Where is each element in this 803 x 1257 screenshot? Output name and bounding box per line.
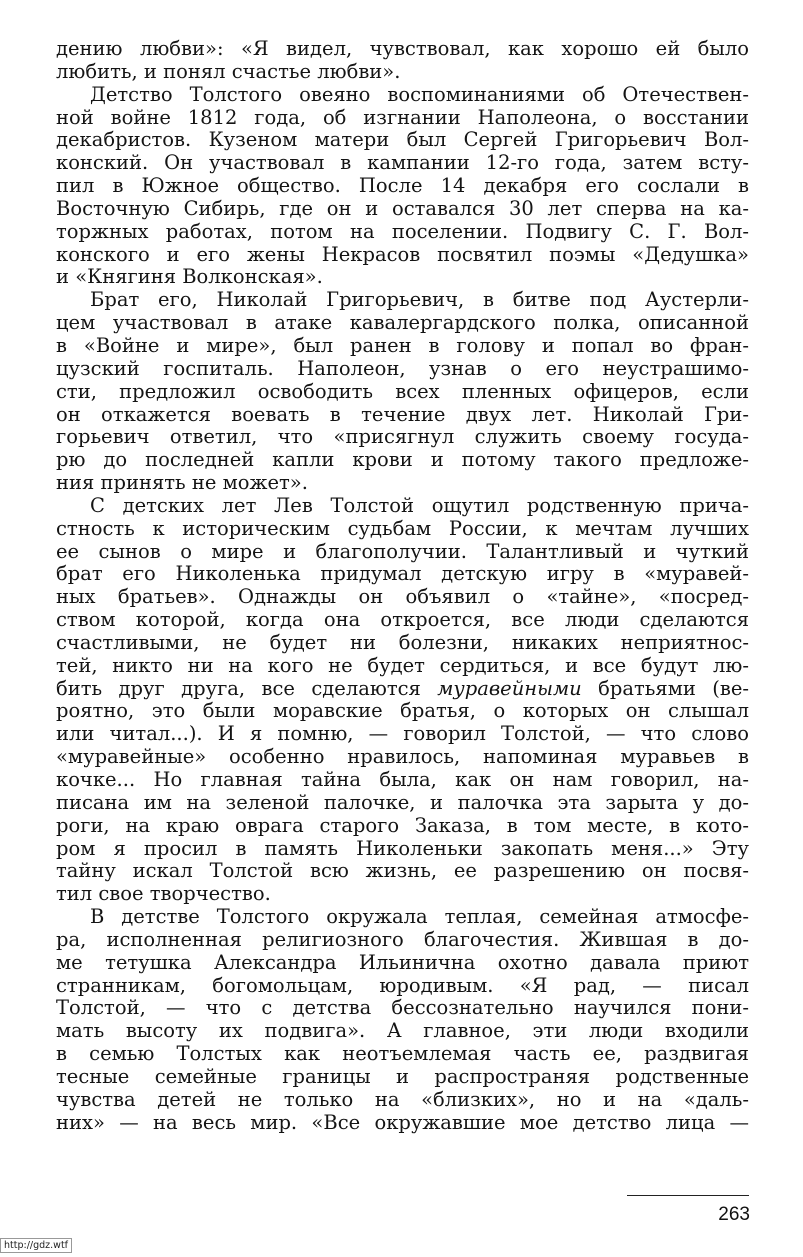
text-line xyxy=(56,678,749,701)
text-line: ее сынов о мире и благополучии. Талантливый и чуткий xyxy=(56,539,749,563)
text-line: сти, предложил освободить всех пленных офицеров, если xyxy=(56,379,749,403)
text-line: Детство Толстого овеяно воспоминаниями об Отечествен- xyxy=(90,82,749,106)
text-line: цузский госпиталь. Наполеон, узнав о его неустрашимо- xyxy=(56,356,749,380)
page-number: 263 xyxy=(718,1204,750,1225)
text-line: В детстве Толстого окружала теплая, семейная атмосфе- xyxy=(90,905,749,929)
italic-word: муравейными xyxy=(437,676,582,700)
text-line: «муравейные» особенно нравилось, напоминая муравьев в xyxy=(56,745,749,769)
text-line: ром я просил в память Николеньки закопать меня...» Эту xyxy=(56,836,749,860)
text-line: тайну искал Толстой всю жизнь, ее разрешению он посвя- xyxy=(56,859,749,883)
text-line: С детских лет Лев Толстой ощутил родственную прича- xyxy=(90,493,749,517)
text-segment: бить друг друга, все сделаются xyxy=(56,676,438,700)
text-line: он откажется воевать в течение двух лет. Николай Гри- xyxy=(56,402,749,426)
text-line: чувства детей не только на «близких», но и на «даль- xyxy=(56,1087,749,1111)
text-line: конского и его жены Некрасов посвятил поэмы «Дедушка» xyxy=(56,242,749,266)
page-text xyxy=(56,38,749,1135)
text-line: ной войне 1812 года, об изгнании Наполеона, о восстании xyxy=(56,105,749,129)
text-line: ных братьев». Однажды он объявил о «тайне», «посред- xyxy=(56,585,749,609)
paragraph xyxy=(56,38,749,84)
paragraph xyxy=(56,906,749,1134)
watermark-link[interactable]: http://gdz.wtf xyxy=(0,1238,72,1253)
text-line: или читал...). И я помню, — говорил Толстой, — что слово xyxy=(56,722,749,746)
paragraph xyxy=(56,495,749,906)
text-line: ра, исполненная религиозного благочестия. Жившая в до- xyxy=(56,927,749,951)
text-line: них» — на весь мир. «Все окружавшие мое детство лица — xyxy=(56,1110,749,1134)
text-segment: братьями (ве- xyxy=(581,676,749,700)
text-line: мать высоту их подвига». А главное, эти люди входили xyxy=(56,1019,749,1043)
text-line: торжных работах, потом на поселении. Подвигу С. Г. Вол- xyxy=(56,219,749,243)
text-line: в «Войне и мире», был ранен в голову и попал во фран- xyxy=(56,333,749,357)
text-line: Восточную Сибирь, где он и оставался 30 лет сперва на ка- xyxy=(56,196,749,220)
text-line: кочке... Но главная тайна была, как он нам говорил, на- xyxy=(56,768,749,791)
text-line: ния принять не может». xyxy=(56,471,308,495)
text-line: и «Княгиня Волконская». xyxy=(56,265,323,289)
text-line: дению любви»: «Я видел, чувствовал, как хорошо ей было xyxy=(56,37,749,60)
text-line: роятно, это были моравские братья, о которых он слышал xyxy=(56,699,749,723)
text-line: тесные семейные границы и распространяя родственные xyxy=(56,1064,749,1088)
text-line: тей, никто ни на кого не будет сердиться, и все будут лю- xyxy=(56,653,749,677)
text-line: цем участвовал в атаке кавалергардского полка, описанной xyxy=(56,311,749,335)
text-line: роги, на краю оврага старого Заказа, в том месте, в кото- xyxy=(56,813,749,837)
text-line: конский. Он участвовал в кампании 12-го года, затем всту- xyxy=(56,151,749,175)
text-line: Толстой, — что с детства бессознательно научился пони- xyxy=(56,996,749,1020)
text-line: рю до последней капли крови и потому такого предложе- xyxy=(56,448,749,472)
text-line: стность к историческим судьбам России, к мечтам лучших xyxy=(56,516,749,540)
text-line: брат его Николенька придумал детскую игру в «муравей- xyxy=(56,562,749,586)
paragraph xyxy=(56,84,749,290)
text-line: декабристов. Кузеном матери был Сергей Григорьевич Вол- xyxy=(56,128,749,152)
text-line: писана им на зеленой палочке, и палочка эта зарыта у до- xyxy=(56,790,749,814)
text-line: в семью Толстых как неотъемлемая часть ее, раздвигая xyxy=(56,1042,749,1066)
text-line: любить, и понял счастье любви». xyxy=(56,59,401,83)
text-line: счастливыми, не будет ни болезни, никаких неприятнос- xyxy=(56,630,749,654)
text-line: Брат его, Николай Григорьевич, в битве под Аустерли- xyxy=(90,288,749,312)
text-line: тил свое творчество. xyxy=(56,882,271,906)
footnote-divider xyxy=(627,1195,749,1196)
text-line: пил в Южное общество. После 14 декабря его сослали в xyxy=(56,174,749,198)
text-line: странникам, богомольцам, юродивым. «Я рад, — писал xyxy=(56,973,749,997)
text-line: ме тетушка Александра Ильинична охотно давала приют xyxy=(56,950,749,974)
text-line: ством которой, когда она откроется, все люди сделаются xyxy=(56,608,749,632)
text-line: горьевич ответил, что «присягнул служить своему госуда- xyxy=(56,425,749,449)
paragraph xyxy=(56,289,749,495)
